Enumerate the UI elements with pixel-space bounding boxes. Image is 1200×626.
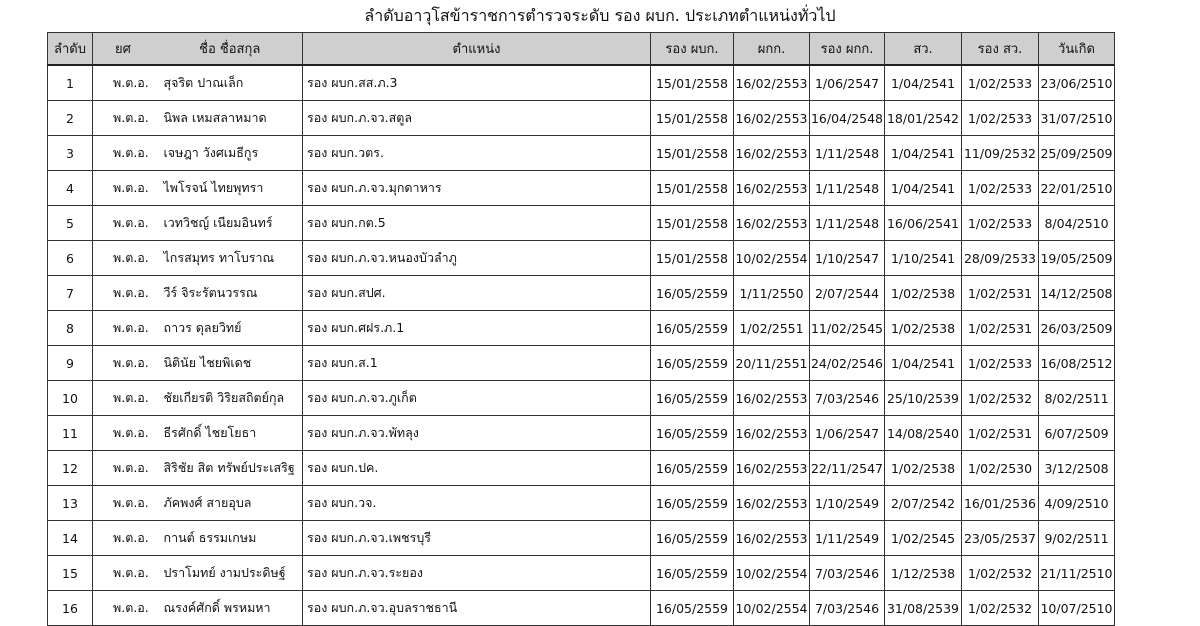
cell-birth-date: 21/11/2510 [1039,556,1115,591]
cell-rank: พ.ต.อ. [93,241,158,276]
header-superintendent: ผกก. [734,33,810,66]
cell-deputy-superintendent: 1/11/2549 [810,521,885,556]
cell-no: 14 [48,521,93,556]
cell-inspector: 18/01/2542 [885,101,962,136]
cell-rank: พ.ต.อ. [93,451,158,486]
cell-deputy-superintendent: 22/11/2547 [810,451,885,486]
cell-birth-date: 26/03/2509 [1039,311,1115,346]
cell-name: นิตินัย ไชยพิเดช [158,346,303,381]
table-row [48,136,1115,171]
cell-position: รอง ผบก.สส.ภ.3 [303,65,651,101]
cell-superintendent: 1/11/2550 [734,276,810,311]
cell-position: รอง ผบก.ภ.จว.อุบลราชธานี [303,591,651,626]
cell-superintendent: 20/11/2551 [734,346,810,381]
cell-deputy-commander: 15/01/2558 [651,101,734,136]
cell-deputy-inspector: 1/02/2533 [962,206,1039,241]
table-row [48,521,1115,556]
cell-name: ชัยเกียรติ วิริยสถิตย์กุล [158,381,303,416]
cell-deputy-inspector: 1/02/2530 [962,451,1039,486]
document-title: ลำดับอาวุโสข้าราชการตำรวจระดับ รอง ผบก. ประเภทตำแหน่งทั่วไป [364,6,836,25]
cell-deputy-commander: 15/01/2558 [651,136,734,171]
header-rank: ยศ [93,33,158,66]
header-position: ตำแหน่ง [303,33,651,66]
table-row [48,276,1115,311]
cell-deputy-superintendent: 7/03/2546 [810,556,885,591]
cell-deputy-commander: 16/05/2559 [651,311,734,346]
cell-no: 2 [48,101,93,136]
cell-position: รอง ผบก.กต.5 [303,206,651,241]
cell-rank: พ.ต.อ. [93,206,158,241]
cell-inspector: 25/10/2539 [885,381,962,416]
cell-name: กานต์ ธรรมเกษม [158,521,303,556]
cell-deputy-commander: 16/05/2559 [651,416,734,451]
cell-superintendent: 1/02/2551 [734,311,810,346]
cell-deputy-commander: 16/05/2559 [651,346,734,381]
cell-inspector: 1/04/2541 [885,346,962,381]
cell-superintendent: 16/02/2553 [734,101,810,136]
cell-deputy-commander: 15/01/2558 [651,241,734,276]
cell-deputy-superintendent: 1/06/2547 [810,65,885,101]
cell-inspector: 2/07/2542 [885,486,962,521]
cell-birth-date: 6/07/2509 [1039,416,1115,451]
table-row [48,311,1115,346]
cell-superintendent: 10/02/2554 [734,556,810,591]
cell-position: รอง ผบก.ภ.จว.พัทลุง [303,416,651,451]
cell-deputy-inspector: 1/02/2531 [962,416,1039,451]
cell-no: 9 [48,346,93,381]
cell-rank: พ.ต.อ. [93,556,158,591]
seniority-table [47,32,1115,626]
cell-deputy-superintendent: 1/10/2547 [810,241,885,276]
cell-inspector: 1/02/2538 [885,311,962,346]
cell-name: สุจริต ปาณเล็ก [158,65,303,101]
cell-position: รอง ผบก.ภ.จว.ระยอง [303,556,651,591]
cell-deputy-commander: 16/05/2559 [651,591,734,626]
cell-position: รอง ผบก.ภ.จว.เพชรบุรี [303,521,651,556]
cell-birth-date: 4/09/2510 [1039,486,1115,521]
cell-position: รอง ผบก.ภ.จว.หนองบัวลำภู [303,241,651,276]
cell-inspector: 1/02/2545 [885,521,962,556]
cell-name: สิริชัย สิต ทรัพย์ประเสริฐ [158,451,303,486]
cell-name: ปราโมทย์ งามประดิษฐ์ [158,556,303,591]
cell-deputy-inspector: 1/02/2533 [962,101,1039,136]
cell-no: 12 [48,451,93,486]
cell-rank: พ.ต.อ. [93,276,158,311]
cell-deputy-inspector: 1/02/2533 [962,171,1039,206]
cell-rank: พ.ต.อ. [93,591,158,626]
cell-birth-date: 9/02/2511 [1039,521,1115,556]
table-row [48,206,1115,241]
header-deputy-superintendent: รอง ผกก. [810,33,885,66]
cell-position: รอง ผบก.ภ.จว.ภูเก็ต [303,381,651,416]
cell-birth-date: 19/05/2509 [1039,241,1115,276]
cell-superintendent: 10/02/2554 [734,241,810,276]
table-row [48,451,1115,486]
cell-superintendent: 16/02/2553 [734,65,810,101]
cell-no: 5 [48,206,93,241]
cell-deputy-inspector: 1/02/2532 [962,556,1039,591]
cell-name: ถาวร ดุลยวิทย์ [158,311,303,346]
cell-deputy-superintendent: 7/03/2546 [810,381,885,416]
cell-no: 11 [48,416,93,451]
cell-rank: พ.ต.อ. [93,101,158,136]
cell-no: 13 [48,486,93,521]
cell-rank: พ.ต.อ. [93,381,158,416]
cell-deputy-commander: 15/01/2558 [651,171,734,206]
cell-rank: พ.ต.อ. [93,136,158,171]
cell-superintendent: 10/02/2554 [734,591,810,626]
cell-birth-date: 8/02/2511 [1039,381,1115,416]
cell-inspector: 1/02/2538 [885,451,962,486]
cell-deputy-superintendent: 1/11/2548 [810,171,885,206]
cell-name: เจษฎา วังศเมธีกูร [158,136,303,171]
cell-name: ณรงค์ศักดิ์ พรหมหา [158,591,303,626]
cell-no: 10 [48,381,93,416]
cell-rank: พ.ต.อ. [93,416,158,451]
table-header-row [48,33,1115,66]
cell-deputy-inspector: 1/02/2532 [962,591,1039,626]
cell-deputy-inspector: 28/09/2533 [962,241,1039,276]
cell-deputy-commander: 16/05/2559 [651,276,734,311]
cell-inspector: 31/08/2539 [885,591,962,626]
header-name: ชื่อ ชื่อสกุล [158,33,303,66]
table-row [48,65,1115,101]
cell-birth-date: 14/12/2508 [1039,276,1115,311]
cell-superintendent: 16/02/2553 [734,416,810,451]
cell-no: 4 [48,171,93,206]
cell-position: รอง ผบก.ศฝร.ภ.1 [303,311,651,346]
cell-superintendent: 16/02/2553 [734,381,810,416]
header-deputy-commander: รอง ผบก. [651,33,734,66]
cell-name: เวทวิชญ์ เนียมอินทร์ [158,206,303,241]
cell-superintendent: 16/02/2553 [734,451,810,486]
cell-inspector: 1/04/2541 [885,65,962,101]
cell-deputy-superintendent: 1/06/2547 [810,416,885,451]
cell-deputy-inspector: 11/09/2532 [962,136,1039,171]
cell-inspector: 1/10/2541 [885,241,962,276]
cell-deputy-commander: 16/05/2559 [651,381,734,416]
cell-birth-date: 10/07/2510 [1039,591,1115,626]
cell-position: รอง ผบก.วตร. [303,136,651,171]
header-birth-date: วันเกิด [1039,33,1115,66]
cell-deputy-inspector: 23/05/2537 [962,521,1039,556]
table-row [48,241,1115,276]
table-row [48,556,1115,591]
cell-birth-date: 22/01/2510 [1039,171,1115,206]
cell-superintendent: 16/02/2553 [734,206,810,241]
cell-deputy-commander: 16/05/2559 [651,521,734,556]
cell-position: รอง ผบก.ปค. [303,451,651,486]
cell-deputy-superintendent: 11/02/2545 [810,311,885,346]
cell-no: 1 [48,65,93,101]
cell-deputy-superintendent: 24/02/2546 [810,346,885,381]
cell-name: ไกรสมุทร ทาโบราณ [158,241,303,276]
cell-inspector: 1/04/2541 [885,136,962,171]
cell-deputy-superintendent: 1/11/2548 [810,206,885,241]
cell-position: รอง ผบก.ส.1 [303,346,651,381]
cell-name: ธีรศักดิ์ ไชยโยธา [158,416,303,451]
cell-rank: พ.ต.อ. [93,521,158,556]
cell-name: นิพล เหมสลาหมาด [158,101,303,136]
cell-no: 3 [48,136,93,171]
cell-name: วีร์ จิระรัตนวรรณ [158,276,303,311]
cell-name: ภัคพงศ์ สายอุบล [158,486,303,521]
cell-position: รอง ผบก.ภ.จว.สตูล [303,101,651,136]
cell-deputy-superintendent: 2/07/2544 [810,276,885,311]
cell-inspector: 14/08/2540 [885,416,962,451]
cell-position: รอง ผบก.สปศ. [303,276,651,311]
cell-deputy-superintendent: 7/03/2546 [810,591,885,626]
cell-inspector: 1/04/2541 [885,171,962,206]
cell-superintendent: 16/02/2553 [734,521,810,556]
table-row [48,381,1115,416]
cell-birth-date: 3/12/2508 [1039,451,1115,486]
cell-deputy-commander: 15/01/2558 [651,206,734,241]
cell-superintendent: 16/02/2553 [734,171,810,206]
cell-birth-date: 31/07/2510 [1039,101,1115,136]
cell-deputy-superintendent: 1/11/2548 [810,136,885,171]
cell-deputy-commander: 15/01/2558 [651,65,734,101]
cell-rank: พ.ต.อ. [93,171,158,206]
cell-deputy-superintendent: 1/10/2549 [810,486,885,521]
cell-name: ไพโรจน์ ไทยพุทรา [158,171,303,206]
table-row [48,591,1115,626]
cell-deputy-superintendent: 16/04/2548 [810,101,885,136]
header-deputy-inspector: รอง สว. [962,33,1039,66]
cell-birth-date: 25/09/2509 [1039,136,1115,171]
cell-inspector: 1/12/2538 [885,556,962,591]
cell-superintendent: 16/02/2553 [734,136,810,171]
cell-inspector: 16/06/2541 [885,206,962,241]
cell-deputy-commander: 16/05/2559 [651,486,734,521]
cell-rank: พ.ต.อ. [93,346,158,381]
cell-deputy-inspector: 1/02/2533 [962,346,1039,381]
table-row [48,171,1115,206]
cell-no: 6 [48,241,93,276]
table-row [48,101,1115,136]
table-row [48,486,1115,521]
cell-no: 15 [48,556,93,591]
table-row [48,346,1115,381]
cell-deputy-inspector: 1/02/2531 [962,311,1039,346]
cell-deputy-inspector: 16/01/2536 [962,486,1039,521]
cell-position: รอง ผบก.วจ. [303,486,651,521]
cell-rank: พ.ต.อ. [93,486,158,521]
cell-superintendent: 16/02/2553 [734,486,810,521]
cell-deputy-inspector: 1/02/2533 [962,65,1039,101]
cell-birth-date: 16/08/2512 [1039,346,1115,381]
cell-deputy-commander: 16/05/2559 [651,451,734,486]
header-no: ลำดับ [48,33,93,66]
cell-no: 16 [48,591,93,626]
cell-no: 7 [48,276,93,311]
cell-rank: พ.ต.อ. [93,65,158,101]
cell-deputy-commander: 16/05/2559 [651,556,734,591]
cell-inspector: 1/02/2538 [885,276,962,311]
cell-no: 8 [48,311,93,346]
cell-rank: พ.ต.อ. [93,311,158,346]
table-row [48,416,1115,451]
cell-birth-date: 23/06/2510 [1039,65,1115,101]
cell-deputy-inspector: 1/02/2532 [962,381,1039,416]
header-inspector: สว. [885,33,962,66]
cell-birth-date: 8/04/2510 [1039,206,1115,241]
cell-position: รอง ผบก.ภ.จว.มุกดาหาร [303,171,651,206]
cell-deputy-inspector: 1/02/2531 [962,276,1039,311]
